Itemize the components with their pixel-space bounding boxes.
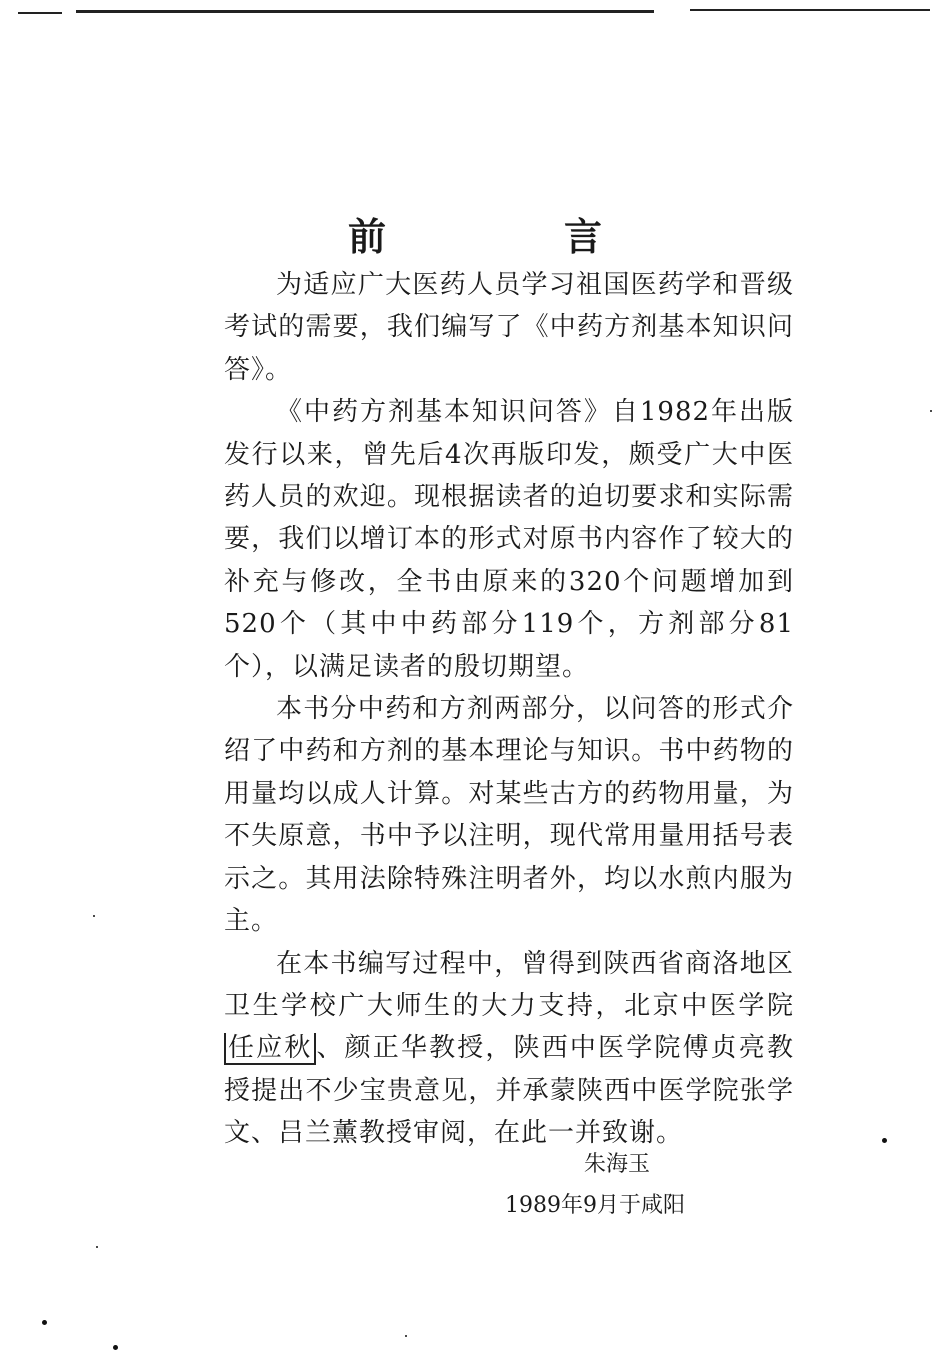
scan-speck bbox=[93, 915, 95, 917]
paragraph-4-text-end: 、颜正华教授，陕西中医学院傅贞亮教授提出不少宝贵意见，并承蒙陕西中医学院张学文、吕兰薰教授审阅，在此一并致谢。 bbox=[224, 1033, 794, 1149]
signature-author: 朱海玉 bbox=[584, 1152, 651, 1177]
top-border-line bbox=[690, 9, 930, 11]
scan-speck bbox=[113, 1345, 118, 1350]
preface-body bbox=[224, 264, 794, 1155]
paragraph-4-text-start: 在本书编写过程中，曾得到陕西省商洛地区卫生学校广大师生的大力支持，北京中医学院 bbox=[224, 948, 794, 1021]
boxed-name: 任应秋 bbox=[224, 1033, 316, 1065]
paragraph-4 bbox=[224, 943, 794, 1155]
scan-speck bbox=[42, 1320, 47, 1325]
top-border-line bbox=[76, 10, 654, 13]
scan-speck bbox=[882, 1138, 887, 1143]
top-border-line bbox=[18, 12, 62, 14]
scan-speck bbox=[405, 1335, 407, 1337]
paragraph-3: 本书分中药和方剂两部分，以问答的形式介绍了中药和方剂的基本理论与知识。书中药物的用量均以成人计算。对某些古方的药物用量，为不失原意，书中予以注明，现代常用量用括号表示之。其用法除特殊注明者外，均以水煎内服为主。 bbox=[224, 694, 794, 937]
scan-speck bbox=[96, 1246, 98, 1248]
signature-date: 1989年9月于咸阳 bbox=[505, 1193, 685, 1218]
scan-speck bbox=[930, 410, 932, 412]
paragraph-2: 《中药方剂基本知识问答》自1982年出版发行以来，曾先后4次再版印发，颇受广大中医药人员的欢迎。现根据读者的迫切要求和实际需要，我们以增订本的形式对原书内容作了较大的补充与修改，全书由原来的320个问题增加到520个（其中中药部分119个，方剂部分81个），以满足读者的殷切期望。 bbox=[224, 397, 794, 682]
page-title: 前 言 bbox=[347, 215, 672, 260]
paragraph-1: 为适应广大医药人员学习祖国医药学和晋级考试的需要，我们编写了《中药方剂基本知识问答》。 bbox=[224, 270, 794, 385]
